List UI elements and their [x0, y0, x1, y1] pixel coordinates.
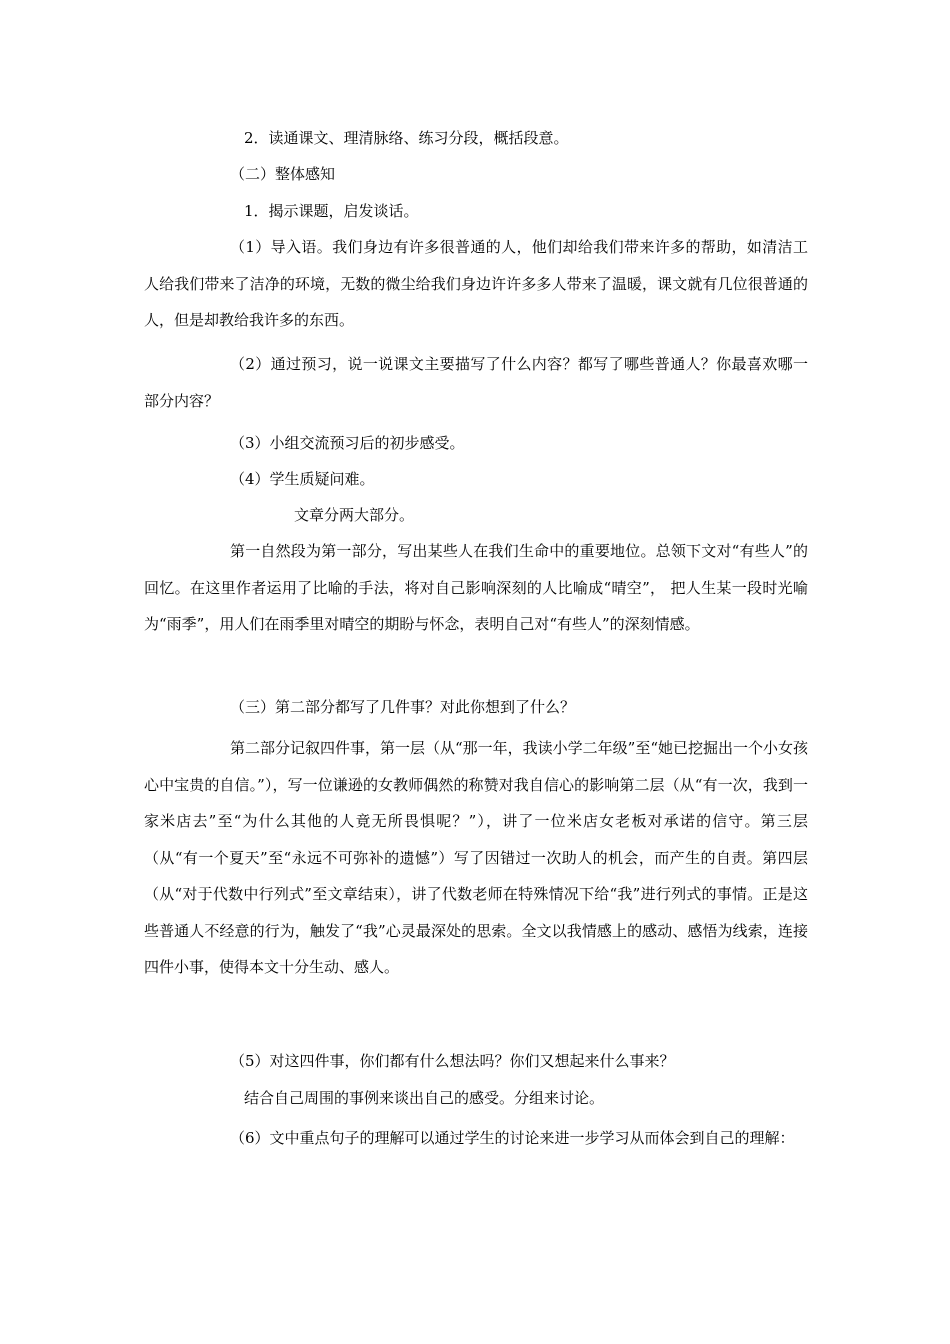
paragraph-two-parts: 文章分两大部分。 — [294, 506, 415, 524]
section-heading-second-part: （三）第二部分都写了几件事？对此你想到了什么？ — [230, 698, 576, 716]
paragraph-thoughts-question: （5）对这四件事，你们都有什么想法吗？你们又想起来什么事来？ — [230, 1052, 675, 1070]
paragraph-group-exchange: （3）小组交流预习后的初步感受。 — [230, 434, 465, 452]
paragraph-reveal-title: 1．揭示课题，启发谈话。 — [244, 202, 419, 220]
paragraph-introduction: （1）导入语。我们身边有许多很普通的人，他们却给我们带来许多的帮助，如清洁工人给我们带来了洁净的环境，无数的微尘给我们身边许许多多人带来了温暖，课文就有几位很普通的人，但是却教给我许多的东西。 — [144, 238, 808, 329]
paragraph-preview-question: （2）通过预习，说一说课文主要描写了什么内容？都写了哪些普通人？你最喜欢哪一部分内容？ — [144, 355, 808, 410]
paragraph-group-discussion: 结合自己周围的事例来谈出自己的感受。分组来讨论。 — [244, 1089, 605, 1107]
paragraph-key-sentences: （6）文中重点句子的理解可以通过学生的讨论来进一步学习从而体会到自己的理解： — [230, 1129, 795, 1147]
paragraph-first-part: 第一自然段为第一部分，写出某些人在我们生命中的重要地位。总领下文对“有些人”的回忆。在这里作者运用了比喻的手法，将对自己影响深刻的人比喻成“晴空”， 把人生某一段时光喻为“雨季”，用人们在雨季里对晴空的期盼与怀念，表明自己对“有些人”的深刻情感。 — [144, 542, 808, 633]
paragraph-reading-goal: 2．读通课文、理清脉络、练习分段，概括段意。 — [244, 129, 569, 147]
paragraph-four-events: 第二部分记叙四件事，第一层（从“那一年，我读小学二年级”至“她已挖掘出一个小女孩心中宝贵的自信。”），写一位谦逊的女教师偶然的称赞对我自信心的影响第二层（从“有一次，我到一家米店去”至“为什么其他的人竟无所畏惧呢？”），讲了一位米店女老板对承诺的信守。第三层（从“有一个夏天”至“永远不可弥补的遗憾”）写了因错过一次助人的机会，而产生的自责。第四层（从“对于代数中行列式”至文章结束），讲了代数老师在特殊情况下给“我”进行列式的事情。正是这些普通人不经意的行为，触发了“我”心灵最深处的思索。全文以我情感上的感动、感悟为线索，连接四件小事，使得本文十分生动、感人。 — [144, 739, 809, 976]
section-heading-overall-perception: （二）整体感知 — [230, 165, 336, 183]
paragraph-student-questions: （4）学生质疑问难。 — [230, 470, 375, 488]
